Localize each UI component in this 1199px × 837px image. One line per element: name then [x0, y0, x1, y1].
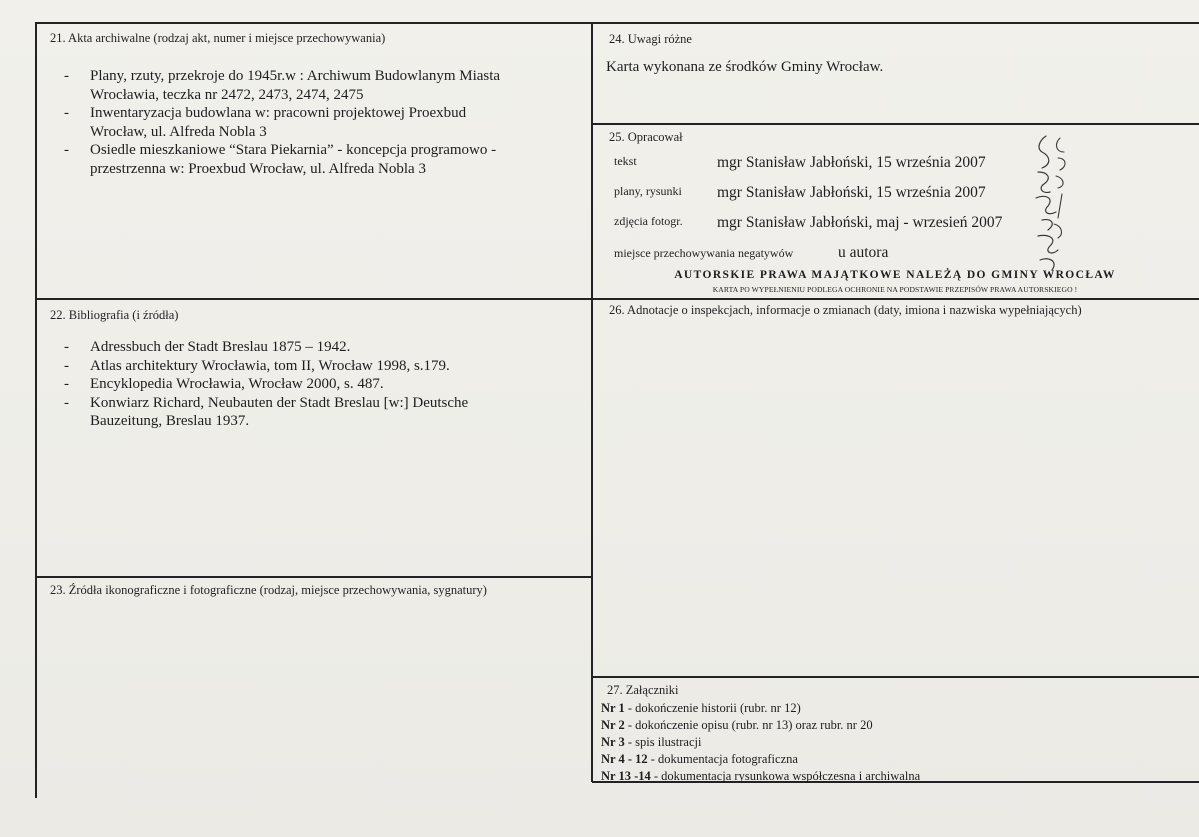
divider-21-22 — [36, 298, 1199, 300]
item-line: Osiedle mieszkaniowe “Stara Piekarnia” - koncepcja programowo - — [90, 142, 497, 158]
attachment-number: Nr 13 -14 — [601, 769, 651, 783]
list-item — [64, 357, 584, 376]
section-25-title: 25. Opracował — [609, 130, 683, 144]
section-23-title: 23. Źródła ikonograficzne i fotograficzne (rodzaj, miejsce przechowywania, sygnatury) — [50, 583, 487, 597]
attachment-5 — [601, 768, 920, 785]
photos-author-value: mgr Stanisław Jabłoński, maj - wrzesień 2007 — [717, 214, 1003, 231]
list-item — [64, 141, 584, 178]
section-24-text: Karta wykonana ze środków Gminy Wrocław. — [606, 59, 884, 75]
section-27-title: 27. Załączniki — [607, 683, 679, 697]
text-author-value: mgr Stanisław Jabłoński, 15 września 2007 — [717, 154, 986, 171]
attachment-text: - dokończenie historii (rubr. nr 12) — [624, 701, 801, 715]
item-line: Atlas architektury Wrocławia, tom II, Wrocław 1998, s.179. — [90, 357, 450, 374]
attachment-4 — [601, 751, 798, 768]
item-line: Bauzeitung, Breslau 1937. — [90, 413, 250, 429]
top-border — [36, 22, 1199, 24]
photos-author-label: zdjęcia fotogr. — [614, 214, 683, 228]
item-line: Adressbuch der Stadt Breslau 1875 – 1942. — [90, 339, 351, 355]
attachment-text: - dokumentacja rysunkowa współczesna i archiwalna — [650, 769, 921, 783]
section-21-list — [64, 67, 584, 178]
attachment-text: - spis ilustracji — [624, 735, 702, 749]
divider-22-23 — [36, 576, 592, 578]
negatives-label: miejsce przechowywania negatywów — [614, 246, 794, 260]
negatives-value: u autora — [838, 244, 889, 261]
item-line: Plany, rzuty, przekroje do 1945r.w : Archiwum Budowlanym Miasta — [90, 68, 501, 84]
copyright-notice: AUTORSKIE PRAWA MAJĄTKOWE NALEŻĄ DO GMINY WROCŁAW — [674, 269, 1116, 281]
list-item — [64, 394, 584, 431]
attachment-number: Nr 2 — [601, 718, 625, 732]
attachment-number: Nr 4 - 12 — [601, 752, 648, 766]
drawings-author-label: plany, rysunki — [614, 184, 682, 198]
attachment-number: Nr 1 — [601, 701, 625, 715]
section-21-title: 21. Akta archiwalne (rodzaj akt, numer i miejsce przechowywania) — [50, 31, 386, 45]
attachment-2 — [601, 717, 873, 734]
item-line: Encyklopedia Wrocławia, Wrocław 2000, s. 487. — [90, 376, 384, 392]
center-divider — [591, 22, 593, 782]
section-24-title: 24. Uwagi różne — [609, 32, 692, 46]
list-item — [64, 104, 584, 141]
list-item — [64, 338, 584, 357]
copyright-note: KARTA PO WYPEŁNIENIU PODLEGA OCHRONIE NA PODSTAWIE PRZEPISÓW PRAWA AUTORSKIEGO ! — [712, 285, 1078, 294]
item-line: Wrocław, ul. Alfreda Nobla 3 — [90, 123, 267, 140]
handwritten-signature — [1018, 128, 1078, 278]
divider-24-25 — [592, 123, 1199, 125]
drawings-author-value: mgr Stanisław Jabłoński, 15 września 2007 — [717, 184, 986, 201]
attachment-text: - dokończenie opisu (rubr. nr 13) oraz rubr. nr 20 — [624, 718, 873, 732]
text-author-label: tekst — [614, 154, 637, 168]
section-22-list — [64, 338, 584, 431]
item-line: Inwentaryzacja budowlana w: pracowni projektowej Proexbud — [90, 105, 467, 121]
item-line: Wrocławia, teczka nr 2472, 2473, 2474, 2475 — [90, 86, 364, 103]
attachment-number: Nr 3 — [601, 735, 625, 749]
list-item — [64, 67, 584, 104]
list-item — [64, 375, 584, 394]
section-22-title: 22. Bibliografia (i źródła) — [50, 308, 179, 322]
attachment-text: - dokumentacja fotograficzna — [647, 752, 798, 766]
attachment-1 — [601, 700, 801, 717]
section-26-title: 26. Adnotacje o inspekcjach, informacje o zmianach (daty, imiona i nazwiska wypełniających) — [609, 303, 1082, 317]
attachment-3 — [601, 734, 701, 751]
divider-26-27 — [592, 676, 1199, 678]
item-line: przestrzenna w: Proexbud Wrocław, ul. Alfreda Nobla 3 — [90, 160, 426, 177]
item-line: Konwiarz Richard, Neubauten der Stadt Breslau [w:] Deutsche — [90, 394, 469, 411]
left-border — [35, 22, 37, 798]
